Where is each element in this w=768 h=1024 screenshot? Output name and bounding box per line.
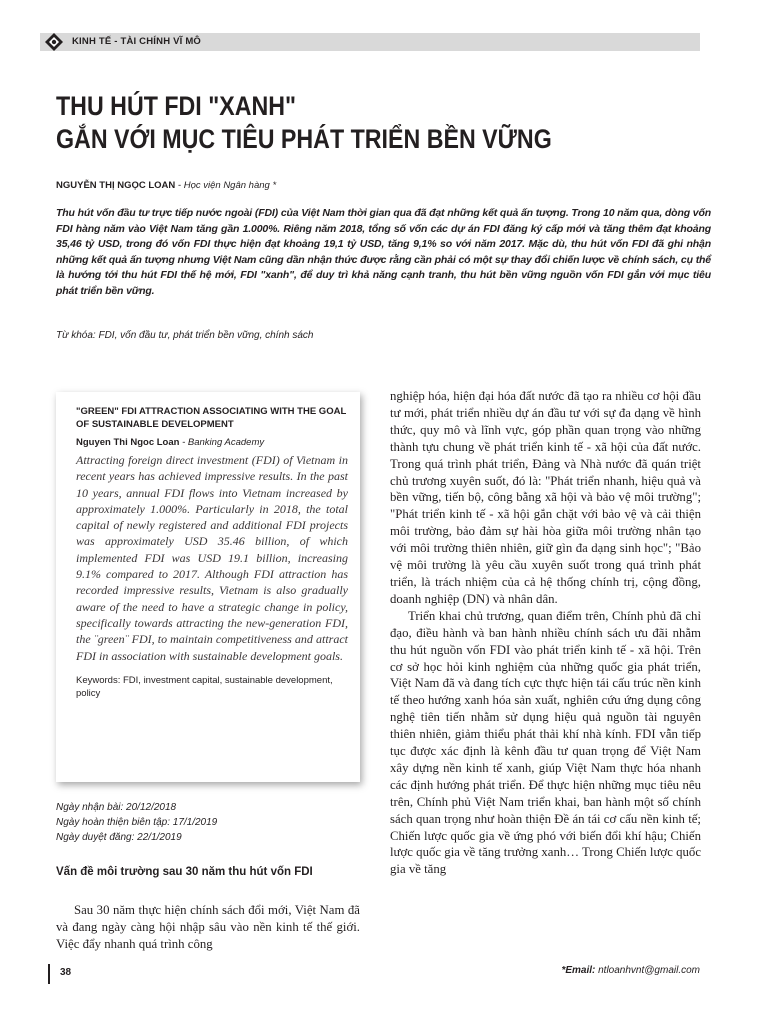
english-abstract-box <box>56 392 360 782</box>
english-author-line <box>76 437 348 448</box>
abstract-vietnamese: Thu hút vốn đầu tư trực tiếp nước ngoài (FDI) của Việt Nam thời gian qua đã đạt những kết quả ấn tượng. Trong 10 năm qua, dòng vốn FDI hàng năm vào Việt Nam tăng gần 1.000%. Riêng năm 2018, tổng số vốn các dự án FDI đăng ký cấp mới và tăng thêm đạt khoảng 35,46 tỷ USD, trong đó vốn FDI thực hiện đạt khoảng 19,1 tỷ USD, tăng 9,1% so với năm 2017. Mặc dù, thu hút vốn FDI đã ghi nhận những kết quả ấn tượng nhưng Việt Nam cũng dần nhận thức được rằng cần phải có một sự thay đổi chiến lược về chính sách, cụ thể là hướng tới thu hút FDI thế hệ mới, FDI "xanh", để duy trì khả năng cạnh tranh, thu hút bền vững nguồn vốn FDI gắn với mục tiêu phát triển bền vững. <box>56 207 711 297</box>
english-abstract: Attracting foreign direct investment (FDI) of Vietnam in recent years has achieved impressive results. In the past 10 years, annual FDI flows into Vietnam increased by approximately 1.000%. Particularly in 2018, the total capital of newly registered and additional FDI projects was approximately USD 35.46 billion, of which implemented FDI was USD 19.1 billion, increasing 9.1% compared to 2017. Although FDI attraction has recorded impressive results, Vietnam is also gradually aware of the need to have a strategic change in policy, specifically towards attracting the new-generation FDI, the ¨green¨ FDI, to maintain competitiveness and attract FDI in association with sustainable development goals. <box>76 453 348 663</box>
body-paragraph: nghiệp hóa, hiện đại hóa đất nước đã tạo ra nhiều cơ hội đầu tư mới, phát triển nhiều dự án đầu tư với sự đa dạng về hình thức, quy mô và lĩnh vực, góp phần quan trọng vào những thành tựu chung về phát triển kinh tế - xã hội của đất nước. Trong quá trình phát triển, Đảng và Nhà nước đã quán triệt chủ trương xuyên suốt, đó là: "Phát triển nhanh, hiệu quả và bền vững, tiến bộ, công bằng xã hội và bảo vệ môi trường"; "Phát triển kinh tế - xã hội gắn chặt với bảo vệ và cải thiện môi trường, bảo đảm sự hài hòa giữa môi trường nhân tạo với môi trường thiên nhiên, giữ gìn đa dạng sinh học"; "Bảo vệ môi trường là yêu cầu xuyên suốt trong quá trình phát triển, là trách nhiệm của cả hệ thống chính trị, cộng đồng, doanh nghiệp (DN) và nhân dân. <box>390 389 701 606</box>
author-name: NGUYỄN THỊ NGỌC LOAN <box>56 180 176 191</box>
keywords-vietnamese: Từ khóa: FDI, vốn đầu tư, phát triển bền vững, chính sách <box>56 330 314 341</box>
email-address: ntloanhvnt@gmail.com <box>595 965 700 976</box>
title-line-2: GẮN VỚI MỤC TIÊU PHÁT TRIỂN BỀN VỮNG <box>56 124 552 154</box>
body-paragraph: Sau 30 năm thực hiện chính sách đổi mới, Việt Nam đã và đang ngày càng hội nhập sâu vào nền kinh tế thế giới. Việc đẩy nhanh quá trình công <box>56 903 360 951</box>
body-paragraph: Triển khai chủ trương, quan điểm trên, Chính phủ đã chỉ đạo, điều hành và ban hành nhiều chính sách ưu đãi nhằm thu hút nguồn vốn FDI vào phát triển kinh tế - xã hội. Trên cơ sở học hỏi kinh nghiệm của những quốc gia phát triển, Việt Nam đã và đang tích cực thực hiện tái cấu trúc nền kinh tế theo hướng xanh hóa sản xuất, nghiên cứu ứng dụng công nghệ tiên tiến nhằm sử dụng hiệu quả nguồn tài nguyên thiên nhiên, giảm thiểu phát thải khí nhà kính. FDI vẫn tiếp tục được xác định là kênh đầu tư quan trọng để Việt Nam xây dựng nền kinh tế xanh, giúp Việt Nam thực hóa nhanh các định hướng phát triển. Để thực hiện những mục tiêu nêu trên, Chính phủ Việt Nam triển khai, ban hành một số chính sách quan trọng như hoàn thiện Đề án tái cơ cấu nền kinh tế; Chiến lược quốc gia về ứng phó với biến đổi khí hậu; Chiến lược quốc gia về tăng trưởng xanh… Trong Chiến lược quốc gia về tăng <box>390 608 701 877</box>
english-title: "GREEN" FDI ATTRACTION ASSOCIATING WITH THE GOAL OF SUSTAINABLE DEVELOPMENT <box>76 406 347 430</box>
english-keywords: Keywords: FDI, investment capital, sustainable development, policy <box>76 674 333 699</box>
english-author-name: Nguyen Thi Ngoc Loan <box>76 437 180 448</box>
author-affiliation: - Học viện Ngân hàng * <box>175 180 277 191</box>
footer-rule <box>48 964 50 984</box>
date-edited: Ngày hoàn thiện biên tập: 17/1/2019 <box>56 817 218 828</box>
section-label: KINH TẾ - TÀI CHÍNH VĨ MÔ <box>72 36 202 47</box>
title-line-1: THU HÚT FDI "XANH" <box>56 91 297 121</box>
diamond-ornament-icon <box>44 32 64 52</box>
email-label: *Email: <box>561 965 596 976</box>
date-received: Ngày nhận bài: 20/12/2018 <box>56 802 177 813</box>
left-column-body <box>56 902 360 953</box>
article-dates <box>56 800 217 845</box>
page-number: 38 <box>60 967 72 978</box>
right-column-body <box>390 388 701 878</box>
section-heading: Vấn đề môi trường sau 30 năm thu hút vốn FDI <box>56 866 313 878</box>
date-approved: Ngày duyệt đăng: 22/1/2019 <box>56 832 182 843</box>
english-affiliation: - Banking Academy <box>179 437 265 448</box>
author-line <box>56 180 276 191</box>
article-title <box>56 90 624 156</box>
author-email <box>561 965 700 976</box>
